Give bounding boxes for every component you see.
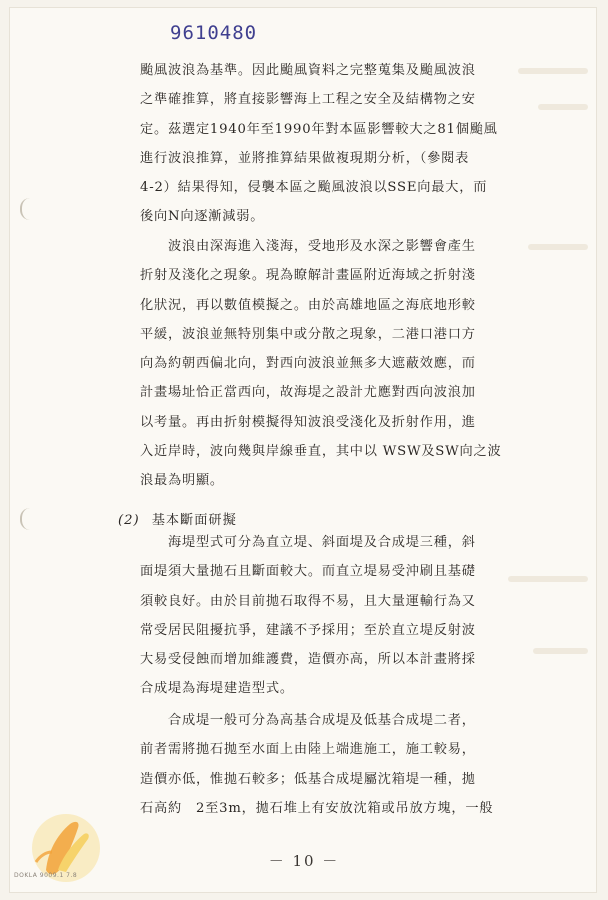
text-line: 入近岸時，波向幾與岸線垂直，其中以 WSW及SW向之波 — [140, 444, 502, 460]
text-line: 合成堤一般可分為高基合成堤及低基合成堤二者， — [140, 713, 476, 728]
text-line: 石高約 2至3m，拋石堆上有安放沈箱或吊放方塊，一般 — [140, 800, 494, 816]
text-line: 常受居民阻擾抗爭，建議不予採用；至於直立堤反射波 — [140, 622, 476, 638]
text-line: 4-2）結果得知，侵襲本區之颱風波浪以SSE向最大，而 — [140, 180, 488, 196]
section-title: 基本斷面研擬 — [151, 513, 237, 528]
paragraph — [140, 56, 550, 232]
text-line: 進行波浪推算，並將推算結果做複現期分析，（參閱表 — [140, 150, 470, 166]
section-heading — [118, 510, 237, 532]
text-line: 造價亦低，惟拋石較多；低基合成堤屬沈箱堤一種，拋 — [140, 771, 476, 787]
text-line: 合成堤為海堤建造型式。 — [140, 681, 294, 697]
text-line: 平緩，波浪並無特別集中或分散之現象，二港口港口方 — [140, 326, 476, 342]
document-number: 9610480 — [170, 22, 258, 44]
archive-stamp-text: DOKLA 9009.1 7.8 — [14, 872, 78, 879]
text-line: 定。茲選定1940年至1990年對本區影響較大之81個颱風 — [140, 121, 498, 137]
text-line: 波浪由深海進入淺海，受地形及水深之影響會產生 — [140, 239, 476, 254]
text-line: 颱風波浪為基準。因此颱風資料之完整蒐集及颱風波浪 — [140, 63, 476, 78]
text-line: 之準確推算，將直接影響海上工程之安全及結構物之安 — [140, 92, 476, 108]
page-number: － 10 － — [268, 852, 340, 870]
text-line: 後向N向逐漸減弱。 — [140, 209, 265, 225]
text-line: 海堤型式可分為直立堤、斜面堤及合成堤三種，斜 — [140, 535, 476, 550]
paragraph — [140, 232, 550, 496]
section-number: (2) — [118, 513, 140, 528]
text-line: 化狀況，再以數值模擬之。由於高雄地區之海底地形較 — [140, 297, 476, 313]
paragraph — [140, 528, 550, 704]
punch-hole-mark — [20, 198, 34, 220]
text-line: 計畫場址恰正當西向，故海堤之設計尤應對西向波浪加 — [140, 385, 476, 401]
text-line: 大易受侵蝕而增加維護費，造價亦高，所以本計畫將採 — [140, 652, 476, 668]
text-line: 前者需將拋石拋至水面上由陸上端進施工，施工較易， — [140, 742, 476, 758]
punch-hole-mark — [20, 508, 34, 530]
text-line: 以考量。再由折射模擬得知波浪受淺化及折射作用，進 — [140, 414, 476, 430]
text-line: 浪最為明顯。 — [140, 473, 224, 489]
text-line: 面堤須大量拋石且斷面較大。而直立堤易受沖刷且基礎 — [140, 564, 476, 580]
text-line: 折射及淺化之現象。現為瞭解計畫區附近海域之折射淺 — [140, 268, 476, 284]
text-line: 須較良好。由於目前拋石取得不易，且大量運輸行為又 — [140, 593, 476, 609]
paragraph — [140, 706, 550, 823]
text-line: 向為約朝西偏北向，對西向波浪並無多大遮蔽效應，而 — [140, 356, 476, 372]
